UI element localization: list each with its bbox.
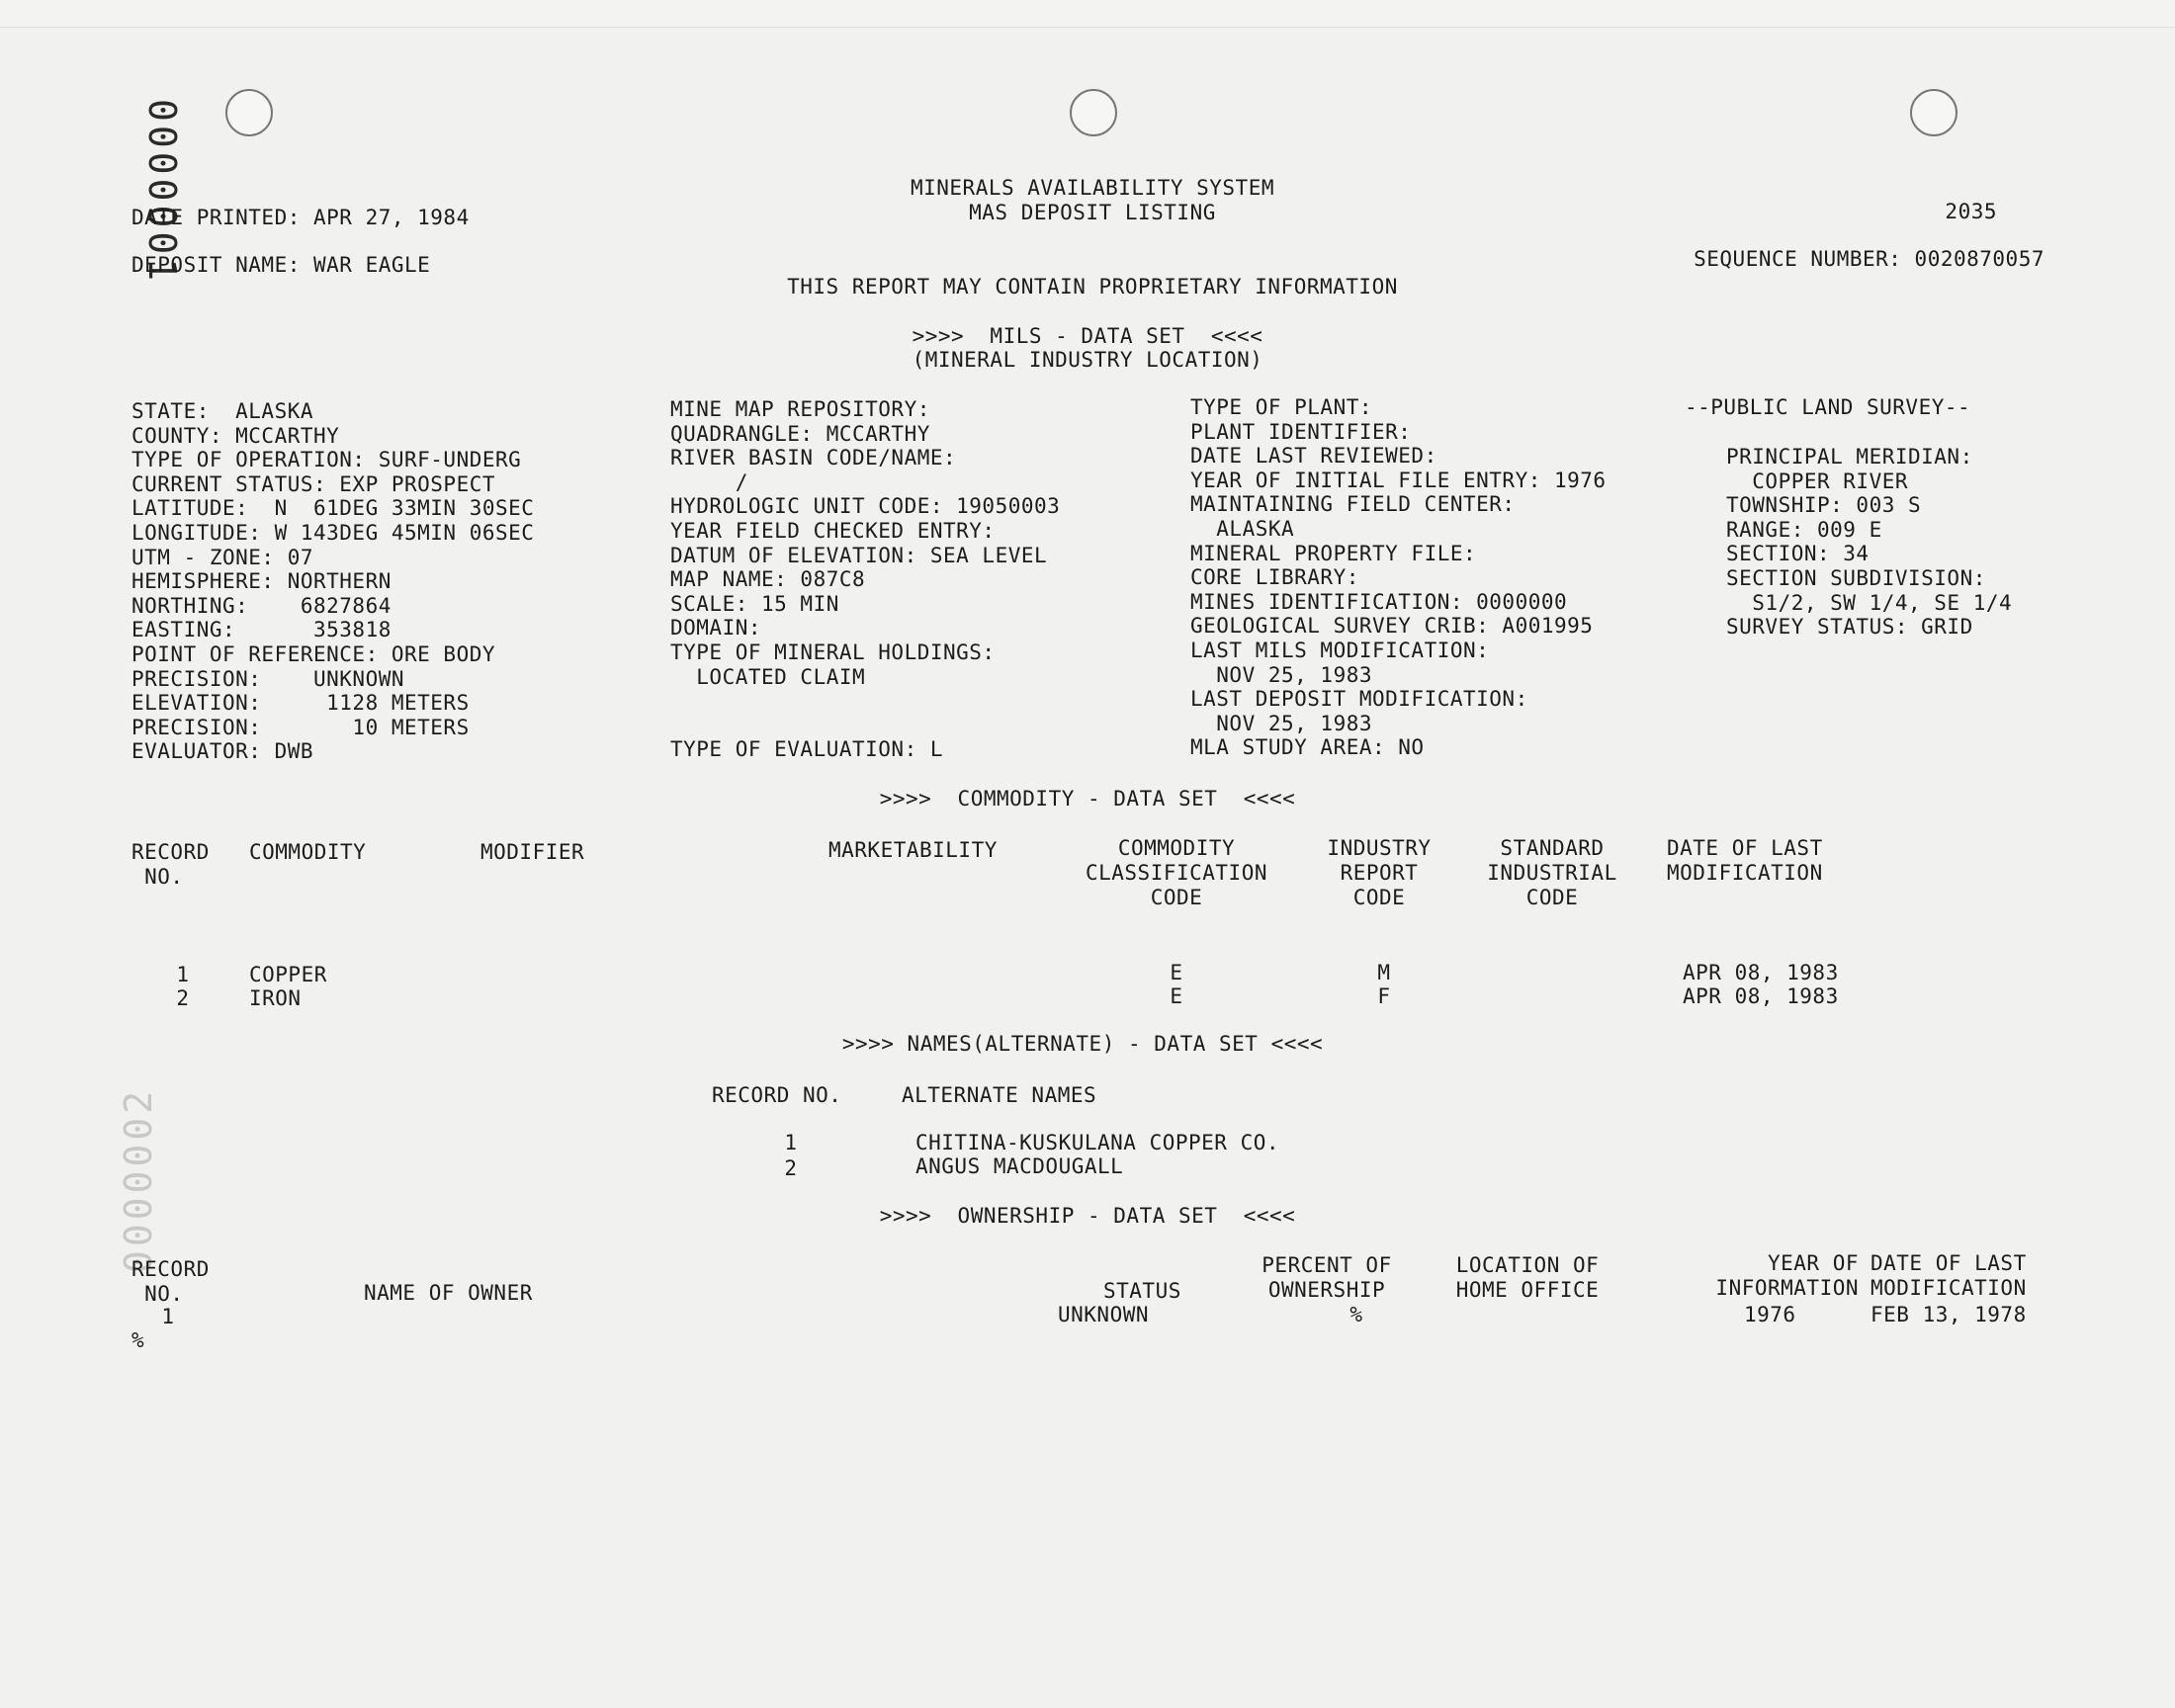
page-number: 2035 [1945,200,1997,223]
sequence-number: SEQUENCE NUMBER: 0020870057 [1694,247,2044,271]
commodity-header-modifier: MODIFIER [480,840,585,864]
field-line: RIVER BASIN CODE/NAME: [670,446,957,470]
list-item: 1 [784,1131,798,1154]
commodity-header-record: RECORD NO. [131,840,210,889]
field-line: EASTING: 353818 [131,618,392,642]
field-line: LAST MILS MODIFICATION: [1190,639,1490,662]
field-line: MAP NAME: 087C8 [670,567,866,592]
table-row: F [1377,984,1391,1008]
file-stamp-bottom: 0000002 [117,1086,160,1273]
commodity-header-marketability: MARKETABILITY [828,838,998,862]
field-line: DATE LAST REVIEWED: [1190,444,1437,469]
field-line: S1/2, SW 1/4, SE 1/4 [1726,590,2013,615]
field-line: GEOLOGICAL SURVEY CRIB: A001995 [1190,614,1594,639]
ownership-header-owner: NAME OF OWNER [364,1281,533,1305]
field-line: COPPER RIVER [1726,469,1909,493]
field-line: SCALE: 15 MIN [670,591,839,616]
field-line: LATITUDE: N 61DEG 33MIN 30SEC [131,496,535,521]
table-row: IRON [249,986,302,1010]
table-row: M [1377,961,1391,984]
deposit-name: DEPOSIT NAME: WAR EAGLE [131,253,431,277]
field-line: LONGITUDE: W 143DEG 45MIN 06SEC [131,521,535,545]
public-land-survey-title: --PUBLIC LAND SURVEY-- [1685,395,1971,419]
mils-section-title: >>>> MILS - DATA SET <<<< [912,324,1263,348]
proprietary-notice: THIS REPORT MAY CONTAIN PROPRIETARY INFORMATION [787,275,1398,299]
commodity-section-title: >>>> COMMODITY - DATA SET <<<< [879,787,1296,811]
table-row: APR 08, 1983 [1683,984,1839,1008]
listing-title: MAS DEPOSIT LISTING [969,201,1216,224]
table-row: E [1170,961,1183,984]
list-item: CHITINA-KUSKULANA COPPER CO. [915,1131,1280,1154]
field-line: RANGE: 009 E [1726,517,1882,542]
table-row: APR 08, 1983 [1683,961,1839,984]
field-line: MINERAL PROPERTY FILE: [1190,541,1477,565]
field-line: STATE: ALASKA [131,399,314,423]
field-line: POINT OF REFERENCE: ORE BODY [131,642,496,666]
table-row: 1 [176,963,190,986]
field-line: LOCATED CLAIM [670,664,866,689]
commodity-header-sic: STANDARD INDUSTRIAL CODE [1487,836,1617,909]
system-title: MINERALS AVAILABILITY SYSTEM [910,176,1274,200]
field-line: TYPE OF PLANT: [1190,395,1373,419]
field-line: MAINTAINING FIELD CENTER: [1190,492,1516,517]
mils-section-subtitle: (MINERAL INDUSTRY LOCATION) [912,348,1263,372]
commodity-header-commodity: COMMODITY [249,840,367,864]
commodity-header-industry: INDUSTRY REPORT CODE [1327,836,1432,909]
field-line: EVALUATOR: DWB [131,739,314,764]
ownership-header-status: STATUS [1103,1279,1181,1303]
punch-hole-right [1910,89,1958,136]
ownership-header-location: LOCATION OF HOME OFFICE [1455,1253,1600,1302]
table-row: 2 [176,986,190,1010]
names-header-record: RECORD NO. [712,1083,842,1107]
ownership-header-date: DATE OF LAST MODIFICATION [1870,1251,2027,1300]
field-line: YEAR OF INITIAL FILE ENTRY: 1976 [1190,468,1607,492]
field-line: ALASKA [1190,517,1295,541]
table-row: 1 [161,1305,175,1328]
file-stamp-top: 0000001 [140,99,184,286]
field-line: NOV 25, 1983 [1190,662,1373,687]
field-line: SECTION: 34 [1726,542,1870,566]
names-header-names: ALTERNATE NAMES [902,1083,1097,1107]
date-printed: DATE PRINTED: APR 27, 1984 [131,206,470,229]
punch-hole-left [225,89,273,136]
list-item: ANGUS MACDOUGALL [915,1154,1124,1178]
field-line: PRECISION: 10 METERS [131,715,470,739]
table-row: COPPER [249,963,327,986]
punch-hole-center [1070,89,1117,136]
field-line: / [670,470,748,494]
field-line: MINES IDENTIFICATION: 0000000 [1190,589,1568,614]
field-line: SURVEY STATUS: GRID [1726,615,1973,640]
field-line: MINE MAP REPOSITORY: [670,397,930,421]
field-line: TYPE OF MINERAL HOLDINGS: [670,640,996,664]
document-page [0,28,2175,1708]
field-line: NOV 25, 1983 [1190,711,1373,735]
commodity-header-classification: COMMODITY CLASSIFICATION CODE [1085,836,1267,909]
ownership-header-record: RECORD NO. [131,1257,210,1306]
field-line: NORTHING: 6827864 [131,593,392,618]
field-line: ELEVATION: 1128 METERS [131,691,470,716]
table-row: % [131,1328,145,1352]
field-line: CORE LIBRARY: [1190,565,1359,590]
field-line: LAST DEPOSIT MODIFICATION: [1190,687,1528,712]
field-line: TYPE OF OPERATION: SURF-UNDERG [131,448,522,472]
table-row: UNKNOWN [1058,1303,1150,1326]
list-item: 2 [784,1156,798,1180]
field-line: YEAR FIELD CHECKED ENTRY: [670,519,996,543]
field-line: TYPE OF EVALUATION: L [670,737,944,762]
names-section-title: >>>> NAMES(ALTERNATE) - DATA SET <<<< [841,1032,1324,1056]
field-line: MLA STUDY AREA: NO [1190,735,1425,760]
ownership-header-year: YEAR OF INFORMATION [1715,1251,1859,1300]
field-line: QUADRANGLE: MCCARTHY [670,421,930,446]
field-line: HYDROLOGIC UNIT CODE: 19050003 [670,494,1061,519]
table-row: E [1170,984,1183,1008]
ownership-header-percent: PERCENT OF OWNERSHIP [1262,1253,1392,1302]
field-line: DATUM OF ELEVATION: SEA LEVEL [670,543,1048,567]
ownership-section-title: >>>> OWNERSHIP - DATA SET <<<< [879,1204,1296,1228]
field-line: PRECISION: UNKNOWN [131,666,405,691]
table-row: % [1349,1303,1363,1326]
field-line: PRINCIPAL MERIDIAN: [1726,445,1973,469]
field-line: UTM - ZONE: 07 [131,545,314,569]
field-line: SECTION SUBDIVISION: [1726,566,1986,590]
field-line: COUNTY: MCCARTHY [131,423,340,448]
field-line: DOMAIN: [670,616,762,640]
table-row: FEB 13, 1978 [1870,1303,2027,1326]
field-line: TOWNSHIP: 003 S [1726,493,1922,518]
field-line: HEMISPHERE: NORTHERN [131,569,392,594]
field-line: CURRENT STATUS: EXP PROSPECT [131,471,496,496]
table-row: 1976 [1744,1303,1796,1326]
commodity-header-date: DATE OF LAST MODIFICATION [1667,836,1823,885]
field-line: PLANT IDENTIFIER: [1190,419,1412,444]
